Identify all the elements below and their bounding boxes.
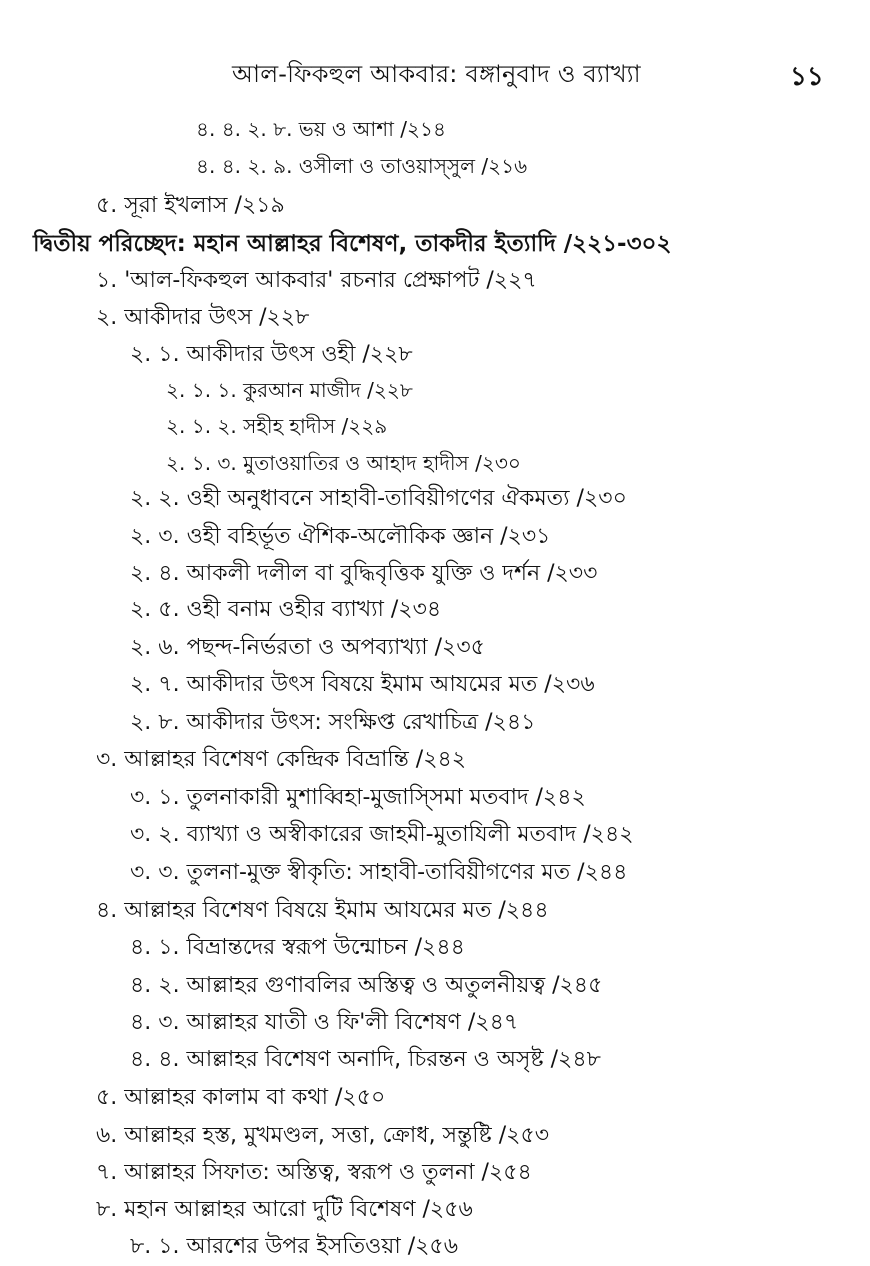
toc-entry: ২. ১. ২. সহীহ হাদীস /২২৯: [166, 414, 388, 438]
toc-entry: ২. ৭. আকীদার উৎস বিষয়ে ইমাম আযমের মত /২৩৬: [130, 672, 595, 697]
toc-entry: ২. ১. ১. কুরআন মাজীদ /২২৮: [166, 378, 413, 402]
toc-entry: ২. ২. ওহী অনুধাবনে সাহাবী-তাবিয়ীগণের ঐকমত্য /২৩০: [130, 486, 627, 511]
toc-entry: ২. আকীদার উৎস /২২৮: [96, 305, 310, 330]
toc-entry: ১. 'আল-ফিকহুল আকবার' রচনার প্রেক্ষাপট /২২৭: [96, 268, 537, 293]
toc-entry: ৪. ৪. আল্লাহর বিশেষণ অনাদি, চিরন্তন ও অসৃষ্ট /২৪৮: [130, 1047, 601, 1072]
toc-entry: ৪. ২. আল্লাহর গুণাবলির অস্তিত্ব ও অতুলনীয়ত্ব /২৪৫: [130, 973, 603, 998]
toc-entry: ৬. আল্লাহর হস্ত, মুখমণ্ডল, সত্তা, ক্রোধ, সন্তুষ্টি /২৫৩: [96, 1123, 550, 1148]
toc-chapter-heading: দ্বিতীয় পরিচ্ছেদ: মহান আল্লাহর বিশেষণ, তাকদীর ইত্যাদি /২২১-৩০২: [33, 231, 672, 257]
toc-entry: ৪. ৪. ২. ৮. ভয় ও আশা /২১৪: [196, 117, 446, 141]
toc-entry: ৮. মহান আল্লাহর আরো দুটি বিশেষণ /২৫৬: [96, 1197, 473, 1222]
toc-entry: ৪. ১. বিভ্রান্তদের স্বরূপ উন্মোচন /২৪৪: [130, 935, 465, 960]
toc-entry: ২. ৬. পছন্দ-নির্ভরতা ও অপব্যাখ্যা /২৩৫: [130, 635, 485, 660]
running-header-title: আল-ফিকহুল আকবার: বঙ্গানুবাদ ও ব্যাখ্যা: [232, 60, 641, 88]
toc-entry: ২. ৪. আকলী দলীল বা বুদ্ধিবৃত্তিক যুক্তি ও দর্শন /২৩৩: [130, 561, 598, 586]
toc-entry: ৩. ২. ব্যাখ্যা ও অস্বীকারের জাহমী-মুতাযিলী মতবাদ /২৪২: [130, 822, 634, 847]
toc-entry: ৪. ৩. আল্লাহর যাতী ও ফি'লী বিশেষণ /২৪৭: [130, 1010, 519, 1035]
toc-entry: ৩. ১. তুলনাকারী মুশাব্বিহা-মুজাস্সিমা মতবাদ /২৪২: [130, 785, 586, 810]
toc-entry: ৫. সূরা ইখলাস /২১৯: [96, 193, 285, 218]
toc-entry: ২. ৩. ওহী বহির্ভূত ঐশিক-অলৌকিক জ্ঞান /২৩১: [130, 524, 551, 549]
toc-entry: ৭. আল্লাহর সিফাত: অস্তিত্ব, স্বরূপ ও তুলনা /২৫৪: [96, 1160, 532, 1185]
toc-entry: ২. ১. ৩. মুতাওয়াতির ও আহাদ হাদীস /২৩০: [166, 451, 521, 475]
toc-entry: ৪. ৪. ২. ৯. ওসীলা ও তাওয়াস্সুল /২১৬: [196, 154, 528, 178]
toc-entry: ৮. ১. আরশের উপর ইসতিওয়া /২৫৬: [130, 1234, 459, 1259]
toc-entry: ২. ৫. ওহী বনাম ওহীর ব্যাখ্যা /২৩৪: [130, 597, 442, 622]
toc-entry: ২. ৮. আকীদার উৎস: সংক্ষিপ্ত রেখাচিত্র /২৪১: [130, 710, 536, 735]
toc-entry: ৩. ৩. তুলনা-মুক্ত স্বীকৃতি: সাহাবী-তাবিয়ীগণের মত /২৪৪: [130, 860, 628, 885]
toc-entry: ২. ১. আকীদার উৎস ওহী /২২৮: [130, 342, 413, 367]
toc-entry: ৫. আল্লাহর কালাম বা কথা /২৫০: [96, 1085, 386, 1110]
toc-entry: ৪. আল্লাহর বিশেষণ বিষয়ে ইমাম আযমের মত /২৪৪: [96, 898, 549, 923]
toc-entry: ৩. আল্লাহর বিশেষণ কেন্দ্রিক বিভ্রান্তি /২৪২: [96, 747, 467, 772]
page-number: ১১: [790, 62, 824, 92]
